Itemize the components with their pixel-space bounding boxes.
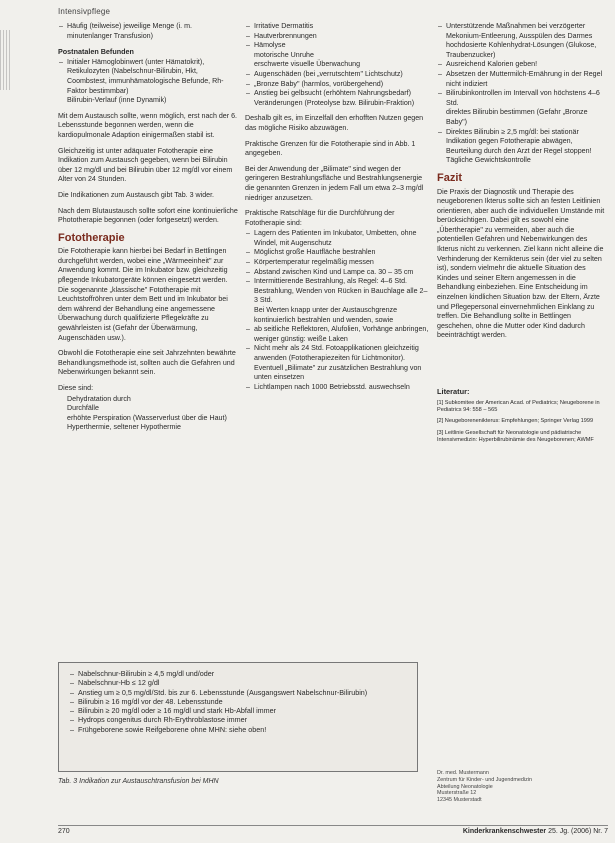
list-item: motorische Unruhe [254,50,314,59]
postnatal-list [58,58,238,106]
list-item: Dehydratation durch [67,394,131,403]
list-item: – Häufig (teilweise) jeweilige Menge (i. m. minutenlanger Transfusion) [67,22,238,41]
list-item: – Körpertemperatur regelmäßig messen [254,258,430,268]
paragraph: Gleichzeitig ist unter adäquater Fototherapie eine Indikation zum Austausch gegeben, wenn bei Bilirubin über 12 mg/dl und bei Bilirubin über 12 mg/dl vor einem Alter von 24 Stunden. [58,146,233,184]
list-item: Veränderungen (Proteolyse bzw. Bilirubin-Fraktion) [254,98,415,107]
paragraph: Nach dem Blutaustausch sollte sofort eine kontinuierliche Phototherapie begonnen (oder fortgesetzt) werden. [58,206,238,225]
list-item: – Nabelschnur-Hb ≤ 12 g/dl [78,678,407,687]
list-item: – Bilirubin ≥ 16 mg/dl vor der 48. Lebensstunde [78,697,407,706]
journal-issue: 25. Jg. (2006) Nr. 7 [548,828,608,835]
risk-list [58,395,238,433]
list-item: – Abstand zwischen Kind und Lampe ca. 30 – 35 cm [254,268,430,278]
paragraph: Praktische Ratschläge für die Durchführung der Fototherapie sind: [245,209,395,227]
list-item: – Hämolyse [254,41,430,51]
address-line: Abteilung Neonatologie [437,783,493,790]
list-item: Durchfälle [67,404,99,413]
column-1 [58,22,238,439]
intro-list [58,22,238,41]
address-line: Musterstraße 12 [437,790,477,797]
section-heading-fototherapie: Fototherapie [58,231,125,244]
list-item: – Initialer Hämoglobinwert (unter Hämatokrit), Retikulozyten (Nabelschnur-Bilirubin, Hkt, Coombstest, immunhämatologische Befunde, Rh-Faktor bestimmbar) [67,58,238,96]
paragraph: Deshalb gilt es, im Einzelfall den erhofften Nutzen gegen das mögliche Risiko abzuwägen. [245,114,424,132]
section-heading-fazit: Fazit [437,171,463,184]
journal-info [463,828,608,835]
list-item: – Frühgeborene sowie Reifgeborene ohne MHN: siehe oben! [78,725,407,734]
list-item: Hyperthermie, seltener Hypothermie [67,423,181,432]
list-item: – Lagern des Patienten im Inkubator, Umbetten, ohne Windel, mit Augenschutz [254,229,430,248]
paragraph: Diese sind: [58,384,94,392]
list-item: – Lichtlampen nach 1000 Betriebsstd. auswechseln [254,383,430,393]
practical-advice-list [245,229,430,392]
list-item: – Irritative Dermatitis [254,22,430,32]
list-item: – Möglichst große Hautfläche bestrahlen [254,248,430,258]
list-item: erhöhte Perspiration (Wasserverlust über die Haut) [67,413,227,422]
table-caption: Tab. 3 Indikation zur Austauschtransfusion bei MHN [58,778,219,785]
list-item: – Absetzen der Muttermilch-Ernährung in der Regel nicht indiziert [446,70,609,89]
author-address [437,770,607,804]
paragraph: Mit dem Austausch sollte, wenn möglich, erst nach der 6. Lebensstunde begonnen werden, wenn die kardiopulmonale Adaption einigermaßen stabil ist. [58,111,238,139]
list-item: – Bilirubin ≥ 20 mg/dl oder ≥ 16 mg/dl und stark Hb-Abfall immer [78,706,407,715]
list-item: – Nabelschnur-Bilirubin ≥ 4,5 mg/dl und/oder [78,669,407,678]
list-item: erschwerte visuelle Überwachung [254,60,361,69]
list-item: – Anstieg um ≥ 0,5 mg/dl/Std. bis zur 6. Lebensstunde (Ausgangswert Nabelschnur-Bilirubin) [78,688,407,697]
list-item: – Unterstützende Maßnahmen bei verzögerter Mekonium-Entleerung, Ausspülen des Darmes hochdosierte Kohlenhydrat-Lösungen (Glukose, Traubenzucker) [446,22,609,60]
address-line: 12345 Musterstadt [437,797,482,804]
literature-heading: Literatur: [437,387,470,396]
list-item: Tägliche Gewichtskontrolle [446,156,531,165]
list-item: – Bilirubinkontrollen im Intervall von höchstens 4–6 Std. [446,89,609,108]
address-line: Zentrum für Kinder- und Jugendmedizin [437,776,532,783]
list-item: – Intermittierende Bestrahlung, als Regel: 4–6 Std. Bestrahlung, Wenden von Rücken in Bauchlage alle 2–3 Std. [254,277,430,306]
list-item: – Direktes Bilirubin ≥ 2,5 mg/dl: bei stationär Indikation gegen Fototherapie abwägen, Beurteilung durch den Arzt der Regel stoppen! [446,128,609,157]
column-2 [245,22,430,398]
paragraph: Obwohl die Fototherapie eine seit Jahrzehnten bewährte Behandlungsmethode ist, sollten auch die Gefahren und Nebenwirkungen bekannt sein. [58,349,236,377]
list-item: – Anstieg bei gelbsucht (erhöhtem Nahrungsbedarf) [254,89,430,99]
subheading-postnatal: Postnatalen Befunden [58,47,134,57]
list-item: Bilirubin-Verlauf (inne Dynamik) [67,96,167,105]
indication-table-box [58,662,418,772]
paragraph: Die Fototherapie kann hierbei bei Bedarf in Bettlingen durchgeführt werden, wobei eine „Wärmeeinheit" zur Anwendung kommt. Die im Inkubator bzw. gleichzeitig pflegende Inkubatorgeräte können eingesetzt werden. Die sogenannte „klassische" Fototherapie mit Leuchtstoffröhren unter dem Bett und im Inkubator bei dem während der Behandlung eine angemessene Überwachung durch qualifizierte Pflegekräfte zu gewährleisten ist (Gefahr der Überwärmung, Augenschäden usw.). [58,247,228,342]
reference-item: [2] Neugeborenenikterus: Empfehlungen; Springer Verlag 1999 [437,418,594,425]
reference-item: [3] Leitlinie Gesellschaft für Neonatologie und pädiatrische Intensivmedizin: Hyperbilirubinämie des Neugeborenen; AWMF [437,429,594,444]
list-item: – Nicht mehr als 24 Std. Fotoapplikationen gleichzeitig anwenden (Fototherapiezeiten für Lichtmonitor). Eventuell „Bilimate" zur zusätzlichen Bestrahlung von unten einsetzen [254,344,430,382]
page-number: 270 [58,828,70,835]
bibliography [437,400,609,445]
reference-item: [1] Subkomitee der American Acad. of Pediatrics; Neugeborene in Pediatrics 94: 558 – 565 [437,399,600,413]
paragraph: Die Indikationen zum Austausch gibt Tab. 3 wider. [58,190,215,199]
list-item: direktes Bilirubin bestimmen (Gefahr „Bronze Baby") [446,108,588,126]
journal-name: Kinderkrankenschwester [462,828,547,835]
paragraph: Praktische Grenzen für die Fototherapie sind in Abb. 1 angegeben. [245,139,416,158]
paragraph-fazit: Die Praxis der Diagnostik und Therapie des neugeborenen Ikterus sollte sich an festen Leitlinien orientieren, aber auch die individuellen Umstände mit berücksichtigen. Dabei gilt es sowohl eine „Übertherapie" zu vermeiden, aber auch die potentiellen Gefahren und Nebenwirkungen des Ikterus nicht zu verkennen. Ziel kann nicht alleine die Verhinderung der Kernikterus sein (der viel zu selten ist), sondern vielmehr die aktuelle Situation des Kindes und seiner Eltern angemessen in die Behandlung einbeziehen. Eine Entscheidung im einzelnen kindlichen Situation bzw. der Eltern, Ärzte und Pflegepersonal einvernehmlichen Einklang zu treffen. Die Behandlung sollte in Bettlingen geschehen, ohne die Mutter oder Kind dadurch beeinträchtigt werden. [437,187,605,340]
paragraph: Bei der Anwendung der „Bilimate" sind wegen der geringeren Bestrahlungsfläche und Bestrahlungsenergie die genannten Grenzen in jedem Fall um etwa 2–3 mg/dl niedriger anzusetzen. [245,164,424,202]
list-item: – Augenschäden (bei „verrutschtem" Lichtschutz) [254,70,430,80]
list-item: – Ausreichend Kalorien geben! [446,60,609,70]
column-3 [437,22,609,449]
list-item: – „Bronze Baby" (harmlos, vorübergehend) [254,80,430,90]
list-item: – ab seitliche Reflektoren, Alufolien, Vorhänge anbringen, weniger günstig: weiße Laken [254,325,430,344]
binding-mark [0,30,12,90]
page-footer [58,825,608,836]
indication-list [69,669,407,734]
list-item: Bei Werten knapp unter der Austauschgrenze kontinuierlich bestrahlen und wenden, sowie [254,306,398,324]
running-head: Intensivpflege [58,7,111,16]
list-item: – Hydrops congenitus durch Rh-Erythroblastose immer [78,715,407,724]
supportive-measures-list [437,22,609,166]
side-effects-list [245,22,430,108]
address-line: Dr. med. Mustermann [437,770,489,776]
list-item: – Hautverbrennungen [254,32,430,42]
